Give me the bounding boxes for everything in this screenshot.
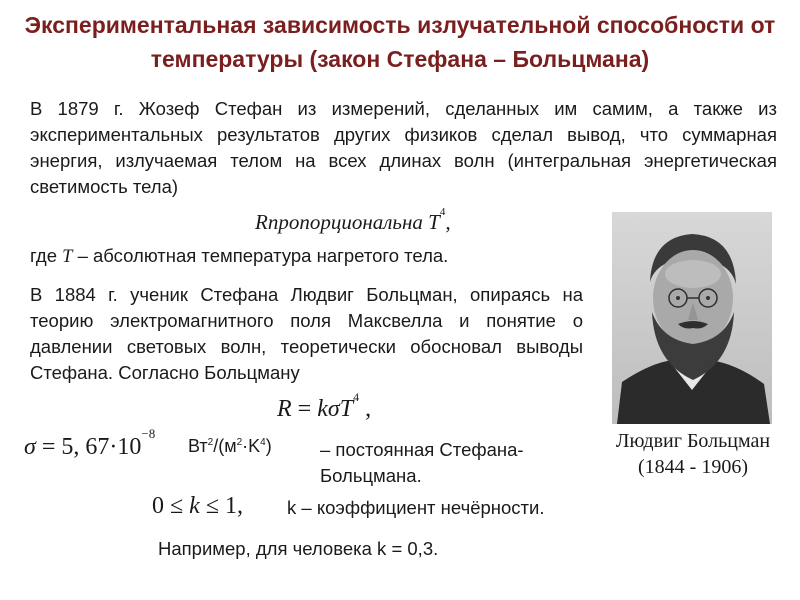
formula-r-rhs: kσT: [317, 396, 354, 422]
temperature-definition: [30, 245, 448, 268]
where-prefix: где: [30, 245, 63, 266]
example-text: Например, для человека k = 0,3.: [158, 538, 439, 559]
formula-r-exponent: 4: [353, 390, 360, 404]
k-right: ≤ 1,: [199, 493, 243, 519]
units-exp2: 2: [236, 437, 243, 448]
portrait-image: [612, 212, 772, 424]
boltzmann-paragraph: В 1884 г. ученик Стефана Людвиг Больцман, опираясь на теорию электромагнитного поля Максвелла и понятие о давлении световых волн, теоретически обосновал выводы Стефана. Согласно Больцману: [30, 284, 583, 383]
sigma-symbol: σ: [24, 434, 36, 460]
units-end: ): [265, 436, 272, 456]
title-line-1: Экспериментальная зависимость излучательной способности от: [24, 12, 776, 38]
where-text: – абсолютная температура нагретого тела.: [72, 245, 449, 266]
units-exp3: 4: [260, 437, 266, 448]
formula-r-lhs: R: [277, 396, 292, 422]
stefan-paragraph: В 1879 г. Жозеф Стефан из измерений, сделанных им самим, а также из экспериментальных результатов других физиков сделал вывод, что суммарная энергия, излучаемая телом на всех длинах волн (интегральная энергетическая светимость тела): [30, 98, 777, 197]
sigma-exponent: −8: [141, 426, 156, 441]
units-mid2: ·K: [242, 436, 261, 456]
units-exp1: 2: [207, 437, 214, 448]
portrait-caption: [588, 428, 798, 480]
where-var: T: [62, 247, 73, 267]
sigma-eq: = 5, 67·10: [35, 434, 142, 460]
boltzmann-portrait: [612, 212, 772, 424]
proportionality-trail: ,: [445, 210, 451, 234]
constant-description: – постоянная Стефана-Больцмана.: [320, 439, 524, 486]
title-line-2: температуры (закон Стефана – Больцмана): [150, 46, 650, 72]
k-description: k – коэффициент нечёрности.: [287, 497, 545, 518]
page-title: [0, 8, 800, 76]
proportionality-exponent: 4: [439, 206, 446, 218]
proportionality-text: Rпропорциональна T: [255, 210, 440, 234]
formula-r-eq: =: [291, 396, 318, 422]
formula-r-trail: ,: [359, 396, 372, 422]
k-range-formula: [152, 493, 243, 520]
k-var: k: [189, 493, 200, 519]
units-mid: /(м: [213, 436, 237, 456]
caption-name: Людвиг Больцман: [615, 430, 771, 452]
proportionality-formula: [255, 206, 451, 235]
stefan-boltzmann-formula: [277, 390, 372, 423]
k-left: 0 ≤: [152, 493, 190, 519]
sigma-formula: [24, 426, 156, 461]
sigma-units: [188, 436, 272, 457]
units-base: Вт: [188, 436, 208, 456]
caption-years: (1844 - 1906): [638, 456, 748, 478]
